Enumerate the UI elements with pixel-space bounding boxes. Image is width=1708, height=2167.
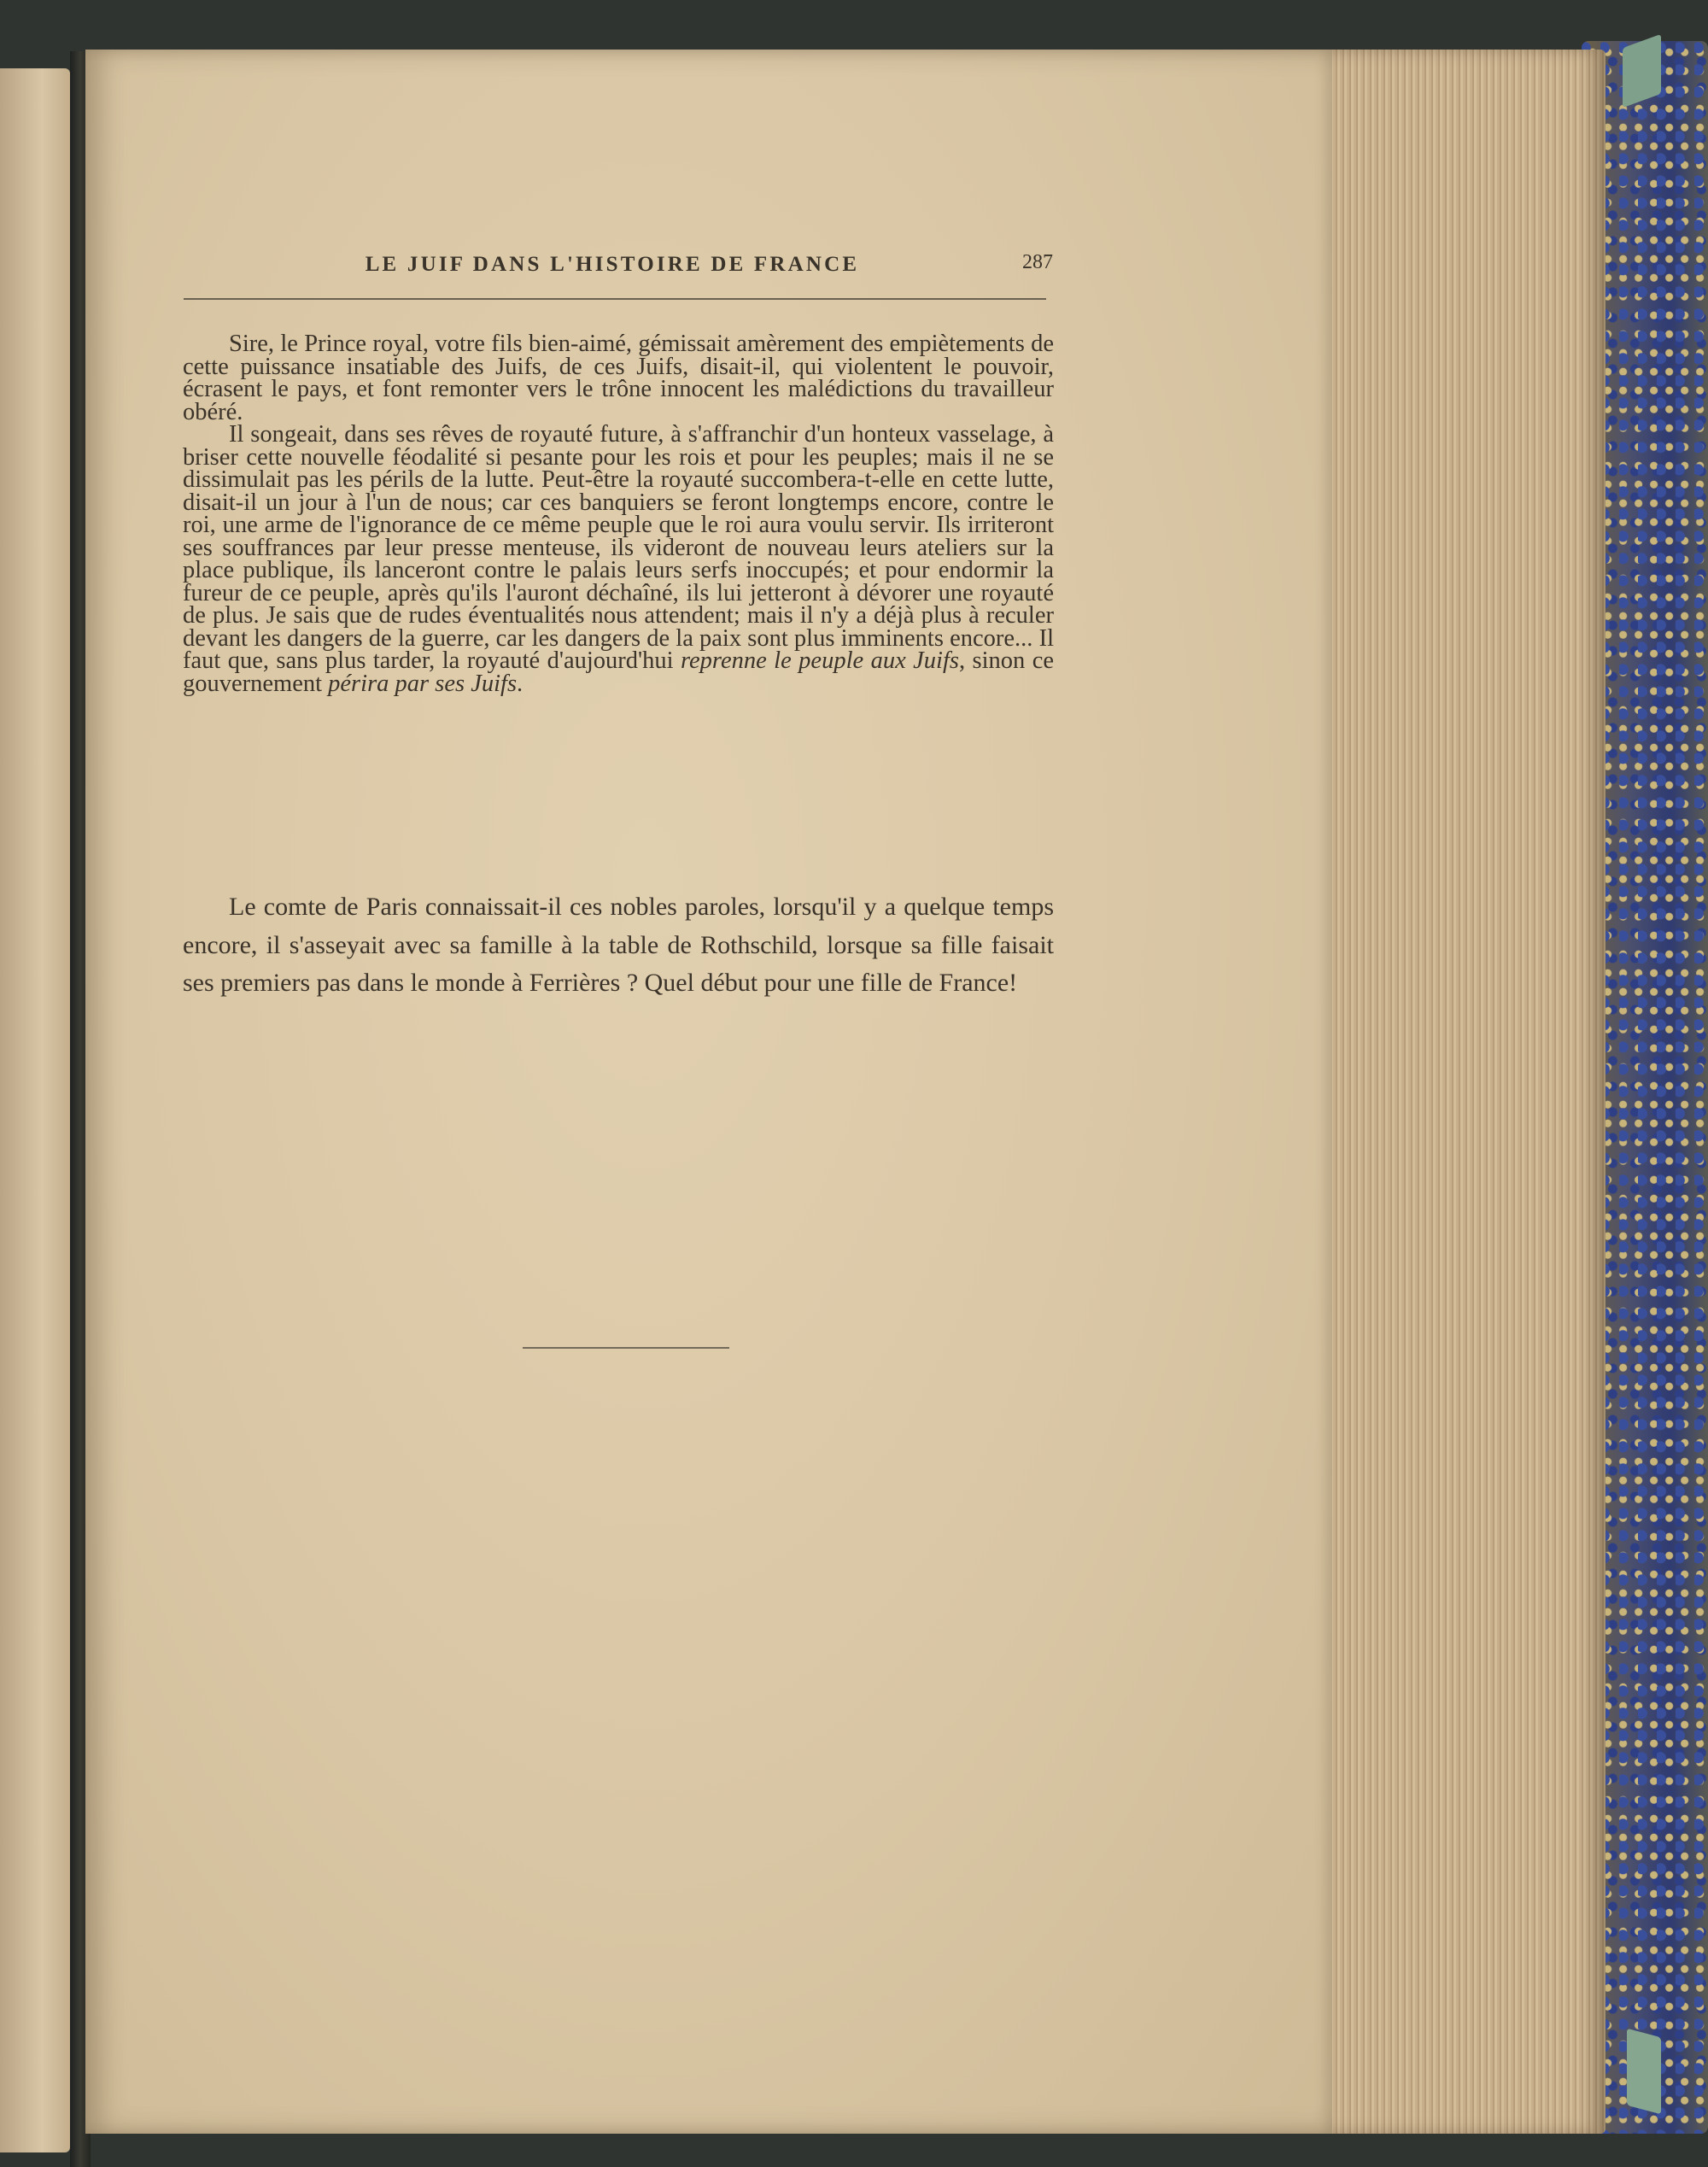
running-title: LE JUIF DANS L'HISTOIRE DE FRANCE [365, 253, 860, 276]
quote-paragraph-2-text: Il songeait, dans ses rêves de royauté future, à s'affranchir d'un honteux vasselage, à briser cette nouvelle féodalité si pesante pour les rois et pour les peuples; mais il ne se dissimulait pas les périls de la lutte. Peut-être la royauté succombera-t-elle en cette lutte, disait-il un jour à l'un de nous; car ces banquiers se feront longtemps encore, contre le roi, une arme de l'ignorance de ce même peuple que le roi aura voulu servir. Ils irriteront ses souffrances par leur presse menteuse, ils videront de nouveau leurs ateliers sur la place publique, ils lanceront contre le palais leurs serfs inoccupés; et pour endormir la fureur de ce peuple, après qu'ils l'auront déchaîné, ils lui jetteront à dévorer une royauté de plus. Je sais que de rudes éventualités nous attendent; mais il n'y a déjà plus à reculer devant les dangers de la guerre, car les dangers de la paix sont plus imminents encore... Il faut que, sans plus tarder, la royauté d'aujourd'hui [183, 421, 1054, 674]
section-end-rule [523, 1347, 729, 1349]
page-block-edges [1319, 50, 1606, 2134]
running-header [279, 253, 1053, 284]
italic-phrase-1: reprenne le peuple aux Juifs [681, 647, 959, 674]
header-rule [184, 298, 1046, 300]
quote-paragraph-1: Sire, le Prince royal, votre fils bien-aimé, gémissait amèrement des empiètements de cette puissance insatiable des Juifs, de ces Juifs, disait-il, qui violentent le pouvoir, écrasent le pays, et font remonter vers le trône innocent les malédictions du travailleur obéré. [183, 331, 1054, 425]
facing-page-edge [0, 68, 70, 2152]
italic-phrase-2: périra par ses Juifs [328, 670, 518, 697]
binding-corner-bottom [1627, 2029, 1661, 2115]
quote-paragraph-2 [183, 421, 1054, 697]
quote-paragraph-2-end: . [517, 670, 524, 697]
body-text [183, 888, 1054, 1003]
quoted-passage [183, 333, 1054, 695]
page-number: 287 [1022, 251, 1053, 273]
quote-paragraph-2-middle: , sinon ce gouvernement [183, 647, 1054, 697]
body-paragraph-1: Le comte de Paris connaissait-il ces nobles paroles, lorsqu'il y a quelque temps encore, il s'asseyait avec sa famille à la table de Rothschild, lorsque sa fille faisait ses premiers pas dans le monde à Ferrières ? Quel début pour une fille de France! [183, 893, 1054, 997]
